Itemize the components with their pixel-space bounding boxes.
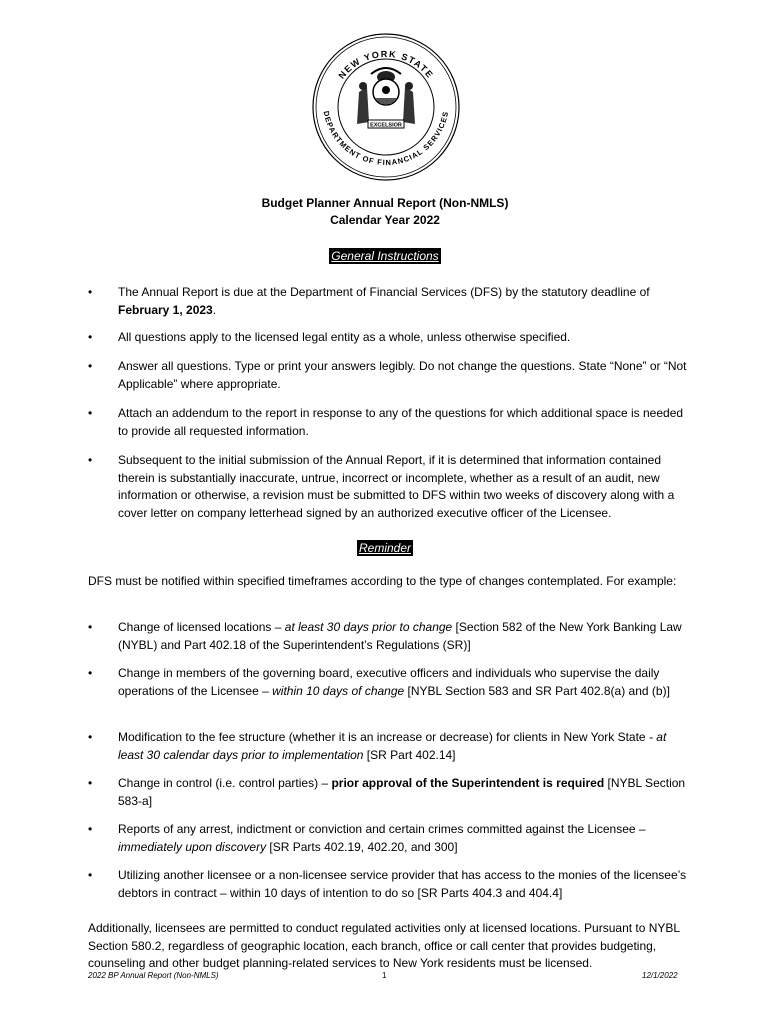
footer-left: 2022 BP Annual Report (Non-NMLS) xyxy=(88,971,219,980)
list-item: • Change of licensed locations – at least 30 days prior to change [Section 582 of the New York Banking Law (NYBL) and Part 402.18 of the Superintendent’s Regulations (SR)] xyxy=(88,620,682,652)
item-text: Attach an addendum to the report in response to any of the questions for which additional space is needed to provide all requested information. xyxy=(118,406,684,438)
report-subtitle: Calendar Year 2022 xyxy=(330,213,440,227)
list-item: • Utilizing another licensee or a non-licensee service provider that has access to the monies of the licensee’s debtors in contract – within 10 days of intention to do so [SR Parts 404.3 and 404.4] xyxy=(88,868,687,900)
reminder-heading: Reminder xyxy=(358,541,412,555)
item-text: The Annual Report is due at the Department of Financial Services (DFS) by the statutory deadline of xyxy=(118,285,650,299)
nys-dfs-seal xyxy=(311,32,461,182)
list-item: • Reports of any arrest, indictment or conviction and certain crimes committed against the Licensee – immediately upon discovery [SR Parts 402.19, 402.20, and 300] xyxy=(88,822,646,854)
deadline-date: February 1, 2023 xyxy=(118,302,213,317)
coat-of-arms-icon xyxy=(357,68,415,129)
list-item: • Subsequent to the initial submission of the Annual Report, if it is determined that information contained therein is substantially inaccurate, untrue, incorrect or incomplete, whether as a result of an audit, new information or otherwise, a revision must be submitted to DFS within two weeks of discovery along with a cover letter on company letterhead signed by an authorized executive officer of the Licensee. xyxy=(88,452,688,522)
item-text: Answer all questions. Type or print your answers legibly. Do not change the questions. State “None” or “Not Applicable” where appropriate. xyxy=(118,359,687,391)
seal-ring-bottom: DEPARTMENT OF FINANCIAL SERVICES xyxy=(321,110,451,168)
general-instructions-heading: General Instructions xyxy=(331,249,439,263)
list-item: • The Annual Report is due at the Department of Financial Services (DFS) by the statutory deadline of February 1, 2023. xyxy=(88,285,650,317)
report-title: Budget Planner Annual Report (Non-NMLS) xyxy=(261,196,509,210)
list-item: • All questions apply to the licensed legal entity as a whole, unless otherwise specified. xyxy=(88,329,688,347)
closing-paragraph: Additionally, licensees are permitted to conduct regulated activities only at licensed locations. Pursuant to NYBL Section 580.2, regardless of geographic location, each branch, office or call center that provides budgeting, counseling and other budget planning-related services to New York residents must be licensed. xyxy=(88,921,680,970)
svg-text:DEPARTMENT OF FINANCIAL SERVIC xyxy=(322,110,451,167)
item-text: Subsequent to the initial submission of the Annual Report, if it is determined that information contained therein is substantially inaccurate, untrue, incorrect or incomplete, whether as a result of an audit, new information or otherwise, a revision must be submitted to DFS within two weeks of discovery along with a cover letter on company letterhead signed by an authorized executive officer of the Licensee. xyxy=(118,453,675,520)
reminder-intro: DFS must be notified within specified timeframes according to the type of changes contemplated. For example: xyxy=(88,574,677,588)
item-text: All questions apply to the licensed legal entity as a whole, unless otherwise specified. xyxy=(118,330,571,344)
list-item: • Modification to the fee structure (whether it is an increase or decrease) for clients in New York State - at least 30 calendar days prior to implementation [SR Part 402.14] xyxy=(88,730,667,762)
list-item: • Change in members of the governing board, executive officers and individuals who supervise the daily operations of the Licensee – within 10 days of change [NYBL Section 583 and SR Part 402.8(a) and (b)] xyxy=(88,666,670,698)
list-item: • Attach an addendum to the report in response to any of the questions for which additional space is needed to provide all requested information. xyxy=(88,405,688,440)
page-number: 1 xyxy=(382,971,387,980)
seal-motto: EXCELSIOR xyxy=(370,122,402,129)
list-item: • Answer all questions. Type or print your answers legibly. Do not change the questions. State “None” or “Not Applicable” where appropriate. xyxy=(88,358,688,393)
list-item: • Change in control (i.e. control parties) – prior approval of the Superintendent is required [NYBL Section 583-a] xyxy=(88,776,686,808)
seal-ring-top: NEW YORK STATE xyxy=(336,48,436,81)
footer-date: 12/1/2022 xyxy=(642,971,678,980)
